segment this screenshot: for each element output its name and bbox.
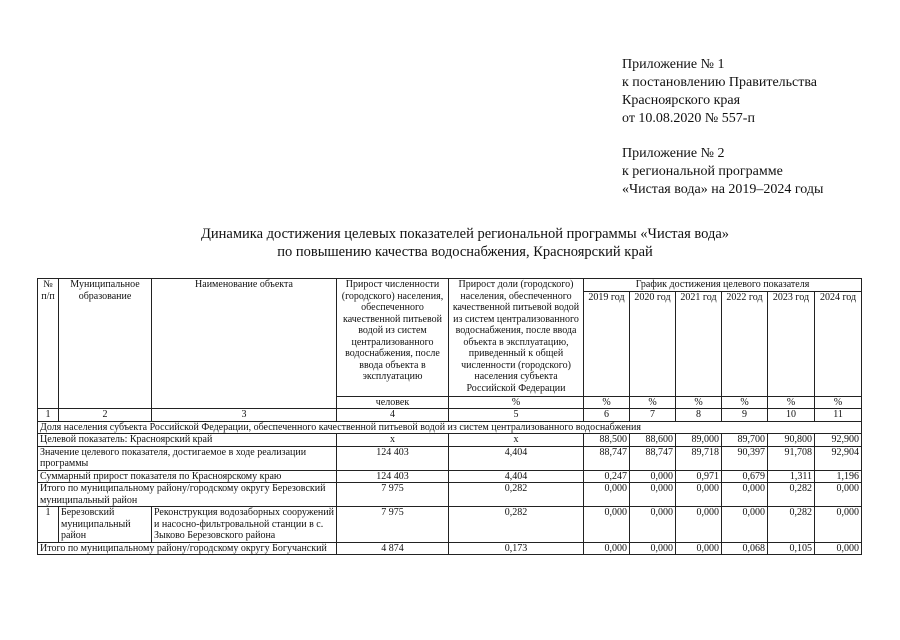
share-cell: 4,404 bbox=[449, 470, 584, 483]
value-cell: 90,397 bbox=[722, 446, 768, 470]
value-cell: 0,000 bbox=[630, 542, 676, 555]
unit-percent: % bbox=[676, 396, 722, 409]
value-cell: 0,679 bbox=[722, 470, 768, 483]
row-number: 1 bbox=[38, 507, 59, 543]
unit-percent: % bbox=[815, 396, 862, 409]
unit-percent: % bbox=[768, 396, 815, 409]
section-title: Доля населения субъекта Российской Федерации, обеспеченного качественной питьевой водой из систем централизованного водоснабжения bbox=[38, 421, 862, 434]
header-no: № п/п bbox=[38, 279, 59, 409]
value-cell: 0,000 bbox=[630, 507, 676, 543]
targets-table bbox=[37, 278, 862, 555]
population-cell: 7 975 bbox=[337, 483, 449, 507]
header-year: 2024 год bbox=[815, 291, 862, 396]
column-number: 4 bbox=[337, 409, 449, 422]
value-cell: 0,000 bbox=[584, 542, 630, 555]
value-cell: 0,000 bbox=[815, 507, 862, 543]
value-cell: 89,000 bbox=[676, 434, 722, 447]
value-cell: 92,904 bbox=[815, 446, 862, 470]
value-cell: 92,900 bbox=[815, 434, 862, 447]
value-cell: 88,600 bbox=[630, 434, 676, 447]
table-row bbox=[38, 542, 862, 555]
table-row bbox=[38, 507, 862, 543]
value-cell: 0,000 bbox=[722, 483, 768, 507]
header-year: 2019 год bbox=[584, 291, 630, 396]
share-cell: 0,173 bbox=[449, 542, 584, 555]
column-number: 2 bbox=[59, 409, 152, 422]
header-row bbox=[38, 279, 862, 292]
share-cell: x bbox=[449, 434, 584, 447]
title-line: по повышению качества водоснабжения, Красноярский край bbox=[277, 244, 653, 260]
value-cell: 0,000 bbox=[584, 483, 630, 507]
column-number: 9 bbox=[722, 409, 768, 422]
document-title bbox=[0, 225, 900, 261]
unit-percent: % bbox=[630, 396, 676, 409]
appendix-line: Приложение № 1 bbox=[622, 57, 725, 72]
column-number: 11 bbox=[815, 409, 862, 422]
header-year: 2022 год bbox=[722, 291, 768, 396]
unit-percent: % bbox=[449, 396, 584, 409]
value-cell: 89,718 bbox=[676, 446, 722, 470]
value-cell: 0,000 bbox=[676, 483, 722, 507]
column-number: 3 bbox=[152, 409, 337, 422]
table-row bbox=[38, 483, 862, 507]
value-cell: 89,700 bbox=[722, 434, 768, 447]
value-cell: 0,000 bbox=[676, 507, 722, 543]
column-number: 7 bbox=[630, 409, 676, 422]
value-cell: 0,282 bbox=[768, 507, 815, 543]
value-cell: 91,708 bbox=[768, 446, 815, 470]
row-label: Значение целевого показателя, достигаемое в ходе реализации программы bbox=[38, 446, 337, 470]
appendix-line: к региональной программе bbox=[622, 164, 783, 179]
header-municipality: Муниципальное образование bbox=[59, 279, 152, 409]
table-row bbox=[38, 446, 862, 470]
value-cell: 0,000 bbox=[630, 483, 676, 507]
value-cell: 0,000 bbox=[815, 483, 862, 507]
header-share-growth: Прирост доли (городского) населения, обеспеченного качественной питьевой водой из систем централизованного водоснабжения, после ввода объекта в эксплуатацию, приведенный к общей численности (городского) населения субъекта Российской Федерации bbox=[449, 279, 584, 397]
header-year: 2020 год bbox=[630, 291, 676, 396]
column-number: 6 bbox=[584, 409, 630, 422]
value-cell: 0,247 bbox=[584, 470, 630, 483]
municipality-cell: Березовский муниципальный район bbox=[59, 507, 152, 543]
appendix-line: Приложение № 2 bbox=[622, 146, 725, 161]
header-year: 2021 год bbox=[676, 291, 722, 396]
value-cell: 0,105 bbox=[768, 542, 815, 555]
appendix-header bbox=[622, 56, 823, 199]
appendix-line: от 10.08.2020 № 557-п bbox=[622, 111, 755, 126]
value-cell: 88,747 bbox=[584, 446, 630, 470]
value-cell: 0,971 bbox=[676, 470, 722, 483]
value-cell: 0,000 bbox=[630, 470, 676, 483]
header-schedule: График достижения целевого показателя bbox=[584, 279, 862, 292]
header-population-growth: Прирост численности (городского) населения, обеспеченного качественной питьевой водой из систем централизованного водоснабжения, после ввода объекта в эксплуатацию bbox=[337, 279, 449, 397]
share-cell: 0,282 bbox=[449, 507, 584, 543]
table-row bbox=[38, 434, 862, 447]
table-row bbox=[38, 470, 862, 483]
unit-people: человек bbox=[337, 396, 449, 409]
share-cell: 0,282 bbox=[449, 483, 584, 507]
population-cell: 7 975 bbox=[337, 507, 449, 543]
column-number: 1 bbox=[38, 409, 59, 422]
row-label: Суммарный прирост показателя по Красноярскому краю bbox=[38, 470, 337, 483]
population-cell: 4 874 bbox=[337, 542, 449, 555]
value-cell: 1,311 bbox=[768, 470, 815, 483]
value-cell: 0,000 bbox=[815, 542, 862, 555]
row-label: Итого по муниципальному району/городскому округу Богучанский bbox=[38, 542, 337, 555]
appendix-line: к постановлению Правительства bbox=[622, 75, 818, 90]
appendix-line: Красноярского края bbox=[622, 93, 741, 108]
object-cell: Реконструкция водозаборных сооружений и насосно-фильтровальной станции в с. Зыково Березовского района bbox=[152, 507, 337, 543]
value-cell: 1,196 bbox=[815, 470, 862, 483]
value-cell: 90,800 bbox=[768, 434, 815, 447]
share-cell: 4,404 bbox=[449, 446, 584, 470]
value-cell: 0,000 bbox=[584, 507, 630, 543]
column-number: 8 bbox=[676, 409, 722, 422]
population-cell: 124 403 bbox=[337, 470, 449, 483]
value-cell: 88,500 bbox=[584, 434, 630, 447]
column-number: 10 bbox=[768, 409, 815, 422]
value-cell: 0,282 bbox=[768, 483, 815, 507]
title-line: Динамика достижения целевых показателей региональной программы «Чистая вода» bbox=[200, 226, 730, 242]
header-object: Наименование объекта bbox=[152, 279, 337, 409]
unit-percent: % bbox=[584, 396, 630, 409]
population-cell: 124 403 bbox=[337, 446, 449, 470]
unit-percent: % bbox=[722, 396, 768, 409]
value-cell: 0,068 bbox=[722, 542, 768, 555]
appendix-line: «Чистая вода» на 2019–2024 годы bbox=[622, 182, 824, 197]
population-cell: x bbox=[337, 434, 449, 447]
column-numbers-row bbox=[38, 409, 862, 422]
value-cell: 0,000 bbox=[722, 507, 768, 543]
section-row bbox=[38, 421, 862, 434]
value-cell: 0,000 bbox=[676, 542, 722, 555]
header-year: 2023 год bbox=[768, 291, 815, 396]
value-cell: 88,747 bbox=[630, 446, 676, 470]
row-label: Целевой показатель: Красноярский край bbox=[38, 434, 337, 447]
column-number: 5 bbox=[449, 409, 584, 422]
row-label: Итого по муниципальному району/городскому округу Березовский муниципальный район bbox=[38, 483, 337, 507]
